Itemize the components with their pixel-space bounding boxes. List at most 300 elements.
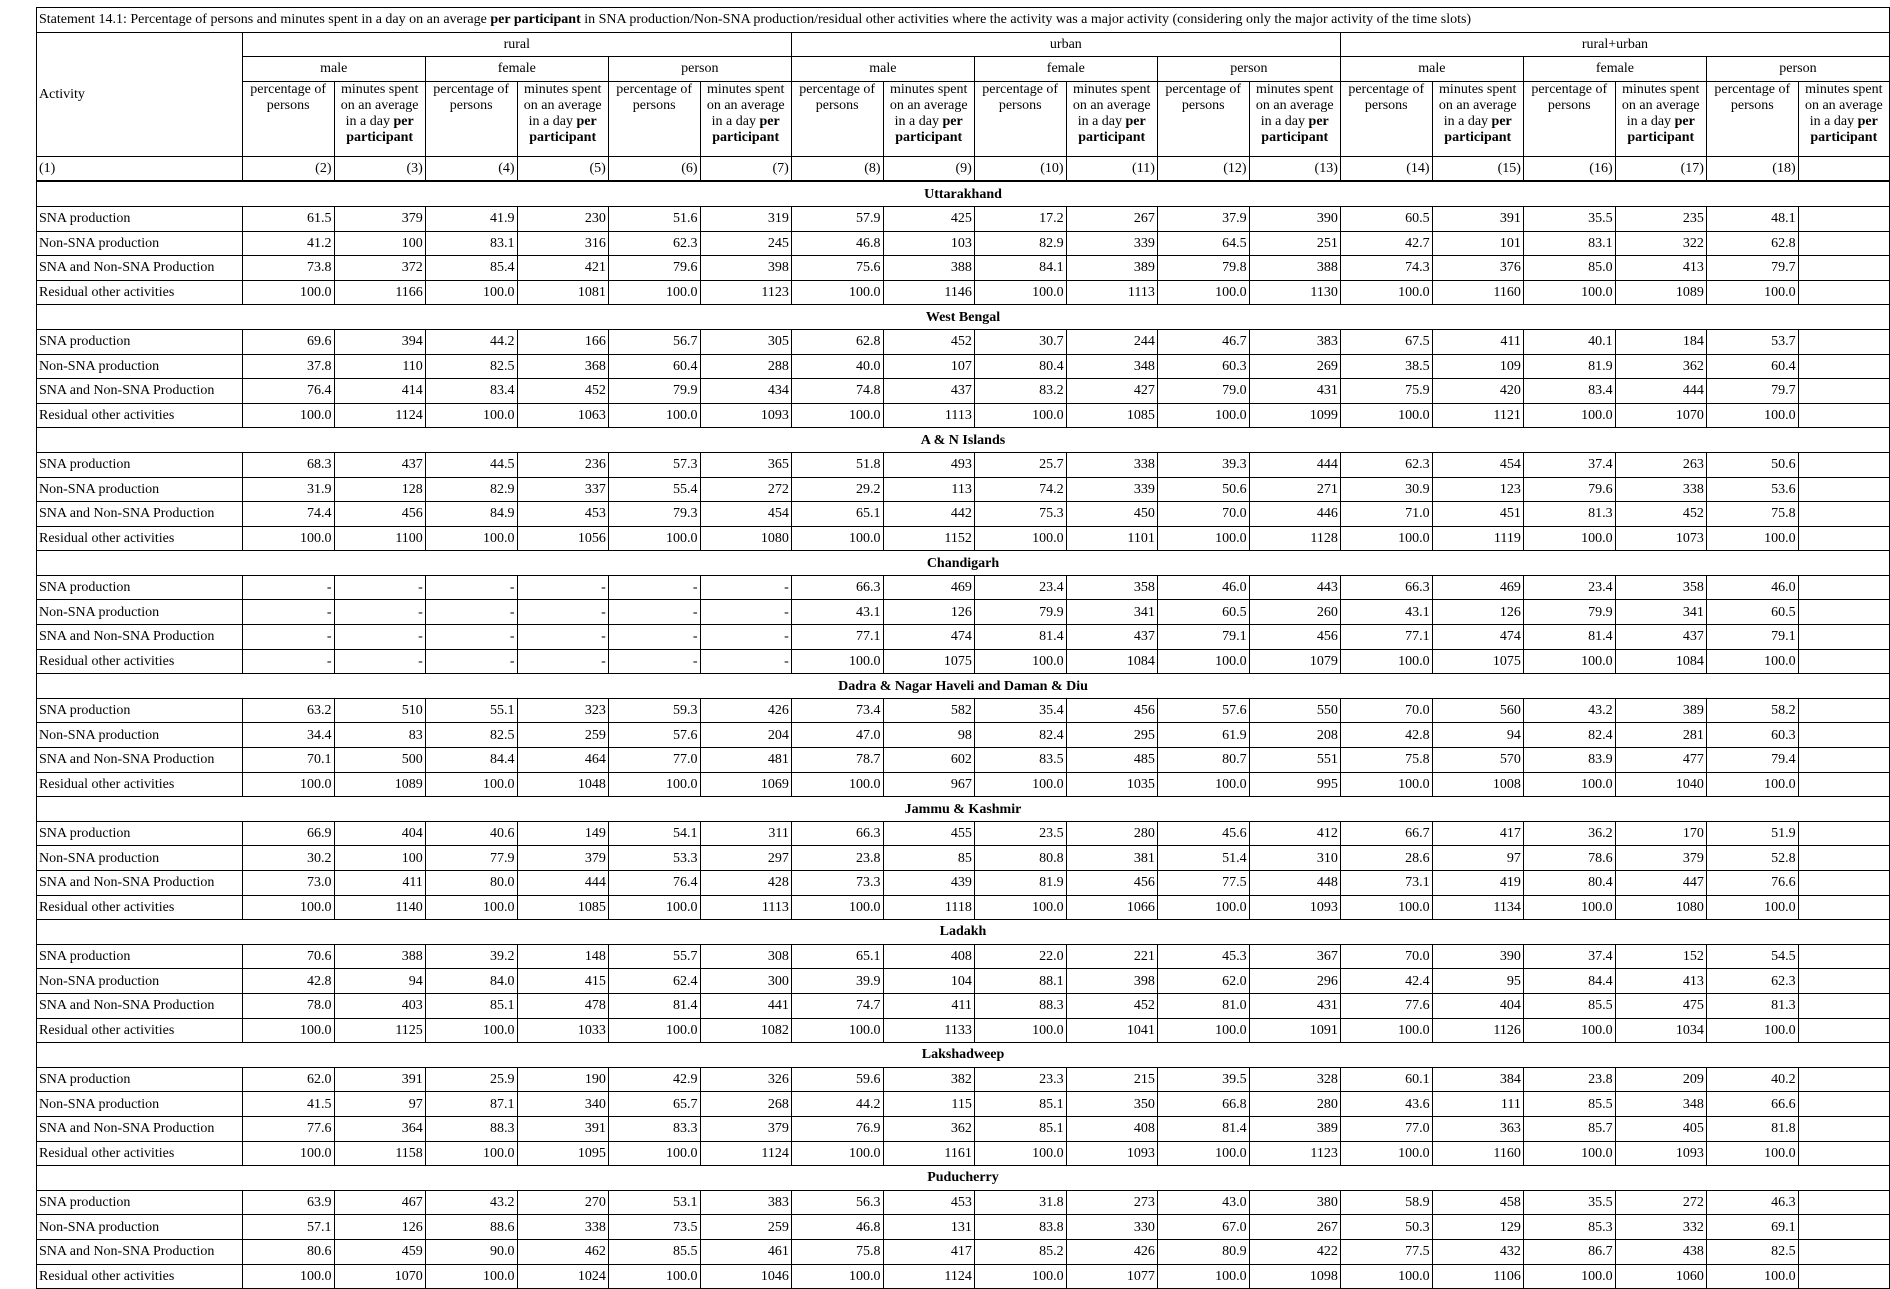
table-cell: 85.5 bbox=[1523, 993, 1615, 1018]
title-suffix: in SNA production/Non-SNA production/residual other activities where the activity was a major activity (considering only the major activity of the time slots) bbox=[580, 12, 1472, 28]
table-cell-cropped bbox=[1798, 821, 1889, 846]
activity-label: SNA production bbox=[37, 329, 243, 354]
activity-label: SNA and Non-SNA Production bbox=[37, 502, 243, 527]
table-cell: 37.4 bbox=[1523, 944, 1615, 969]
table-cell: 81.8 bbox=[1706, 1116, 1798, 1141]
table-cell: 384 bbox=[1432, 1067, 1523, 1092]
table-cell: 365 bbox=[700, 452, 791, 477]
table-cell: 426 bbox=[700, 698, 791, 723]
table-cell: 245 bbox=[700, 231, 791, 256]
table-cell: 1095 bbox=[517, 1141, 608, 1166]
minutes-label-bold: per participant bbox=[1627, 113, 1695, 145]
table-cell: 83.5 bbox=[974, 748, 1066, 773]
table-row bbox=[37, 354, 1890, 379]
table-cell-cropped bbox=[1798, 379, 1889, 404]
column-number: (5) bbox=[517, 156, 608, 181]
table-cell: 88.1 bbox=[974, 969, 1066, 994]
table-cell: 25.9 bbox=[425, 1067, 517, 1092]
table-cell: 82.5 bbox=[425, 723, 517, 748]
table-cell: 81.4 bbox=[1157, 1116, 1249, 1141]
table-cell: 382 bbox=[883, 1067, 974, 1092]
table-cell: 1081 bbox=[517, 280, 608, 305]
table-cell: 338 bbox=[1615, 477, 1706, 502]
table-cell: 62.3 bbox=[1706, 969, 1798, 994]
table-cell-cropped bbox=[1798, 895, 1889, 920]
table-cell: 438 bbox=[1615, 1239, 1706, 1264]
table-cell: 339 bbox=[1066, 477, 1157, 502]
table-cell: 383 bbox=[700, 1190, 791, 1215]
table-cell: 75.8 bbox=[791, 1239, 883, 1264]
table-cell: 152 bbox=[1615, 944, 1706, 969]
table-cell: 85.3 bbox=[1523, 1215, 1615, 1240]
table-cell: 305 bbox=[700, 329, 791, 354]
gender-header: female bbox=[425, 57, 608, 82]
table-cell: 52.8 bbox=[1706, 846, 1798, 871]
table-cell: 1124 bbox=[334, 403, 425, 428]
table-cell: 87.1 bbox=[425, 1092, 517, 1117]
table-cell: 184 bbox=[1615, 329, 1706, 354]
table-cell: 1106 bbox=[1432, 1264, 1523, 1289]
table-cell: 221 bbox=[1066, 944, 1157, 969]
table-row bbox=[37, 329, 1890, 354]
table-cell: 53.6 bbox=[1706, 477, 1798, 502]
table-cell: - bbox=[517, 600, 608, 625]
table-cell: 46.0 bbox=[1157, 575, 1249, 600]
table-cell: 107 bbox=[883, 354, 974, 379]
table-cell: 208 bbox=[1249, 723, 1340, 748]
table-cell: - bbox=[517, 649, 608, 674]
table-cell: 79.7 bbox=[1706, 256, 1798, 281]
table-row bbox=[37, 526, 1890, 551]
table-cell: 100.0 bbox=[791, 403, 883, 428]
table-cell: 84.9 bbox=[425, 502, 517, 527]
table-cell: 85 bbox=[883, 846, 974, 871]
table-cell-cropped bbox=[1798, 625, 1889, 650]
table-cell: 85.1 bbox=[974, 1092, 1066, 1117]
table-cell: 83 bbox=[334, 723, 425, 748]
table-cell: 348 bbox=[1615, 1092, 1706, 1117]
table-cell: 295 bbox=[1066, 723, 1157, 748]
table-cell: 1066 bbox=[1066, 895, 1157, 920]
table-cell: 79.6 bbox=[1523, 477, 1615, 502]
table-cell: 29.2 bbox=[791, 477, 883, 502]
table-cell: 362 bbox=[1615, 354, 1706, 379]
table-cell: 358 bbox=[1066, 575, 1157, 600]
table-cell: 300 bbox=[700, 969, 791, 994]
table-cell: 100 bbox=[334, 231, 425, 256]
table-cell: 100.0 bbox=[608, 1141, 700, 1166]
table-cell-cropped bbox=[1798, 231, 1889, 256]
table-cell: 437 bbox=[1066, 625, 1157, 650]
table-cell: 82.5 bbox=[425, 354, 517, 379]
table-cell: 380 bbox=[1249, 1190, 1340, 1215]
table-cell: 100.0 bbox=[974, 1141, 1066, 1166]
table-cell: 100.0 bbox=[1523, 1264, 1615, 1289]
table-cell: - bbox=[242, 600, 334, 625]
table-cell: 100.0 bbox=[1157, 526, 1249, 551]
table-cell: 62.3 bbox=[1340, 452, 1432, 477]
table-cell: 100.0 bbox=[791, 1018, 883, 1043]
table-cell: 100.0 bbox=[608, 280, 700, 305]
column-label-percentage: percentage of persons bbox=[608, 81, 700, 156]
table-row bbox=[37, 502, 1890, 527]
table-row bbox=[37, 969, 1890, 994]
table-cell: 80.8 bbox=[974, 846, 1066, 871]
table-cell: 100.0 bbox=[791, 1264, 883, 1289]
table-cell: 100.0 bbox=[242, 403, 334, 428]
table-cell: 56.7 bbox=[608, 329, 700, 354]
table-cell: - bbox=[334, 625, 425, 650]
state-heading-row bbox=[37, 797, 1890, 822]
table-cell: 350 bbox=[1066, 1092, 1157, 1117]
table-cell: 60.5 bbox=[1340, 206, 1432, 231]
table-cell: 35.5 bbox=[1523, 1190, 1615, 1215]
table-cell: 53.1 bbox=[608, 1190, 700, 1215]
table-cell: 100.0 bbox=[1157, 1018, 1249, 1043]
table-cell: 81.4 bbox=[974, 625, 1066, 650]
table-cell: 100.0 bbox=[242, 895, 334, 920]
table-cell: 28.6 bbox=[1340, 846, 1432, 871]
activity-label: Non-SNA production bbox=[37, 1215, 243, 1240]
table-cell: 459 bbox=[334, 1239, 425, 1264]
table-cell: - bbox=[608, 575, 700, 600]
activity-label: Residual other activities bbox=[37, 895, 243, 920]
table-cell: 100.0 bbox=[1523, 403, 1615, 428]
table-row bbox=[37, 772, 1890, 797]
table-cell: 437 bbox=[334, 452, 425, 477]
column-label-minutes bbox=[883, 81, 974, 156]
table-cell: 68.3 bbox=[242, 452, 334, 477]
table-cell: 83.4 bbox=[1523, 379, 1615, 404]
state-name: Lakshadweep bbox=[37, 1043, 1890, 1068]
table-cell: 452 bbox=[883, 329, 974, 354]
table-cell: 57.6 bbox=[1157, 698, 1249, 723]
table-cell: 452 bbox=[1066, 993, 1157, 1018]
column-number: (4) bbox=[425, 156, 517, 181]
table-cell: 272 bbox=[700, 477, 791, 502]
table-cell: 100.0 bbox=[242, 1018, 334, 1043]
table-row bbox=[37, 821, 1890, 846]
table-row bbox=[37, 625, 1890, 650]
table-cell: - bbox=[334, 575, 425, 600]
table-cell: 422 bbox=[1249, 1239, 1340, 1264]
table-cell: 100.0 bbox=[608, 772, 700, 797]
table-cell: 82.9 bbox=[974, 231, 1066, 256]
table-cell-cropped bbox=[1798, 846, 1889, 871]
table-cell: 1089 bbox=[334, 772, 425, 797]
table-cell: 70.0 bbox=[1340, 944, 1432, 969]
table-cell: 77.9 bbox=[425, 846, 517, 871]
table-cell: 456 bbox=[1249, 625, 1340, 650]
table-cell: 100.0 bbox=[242, 772, 334, 797]
activity-label: Residual other activities bbox=[37, 1141, 243, 1166]
table-cell: 485 bbox=[1066, 748, 1157, 773]
table-cell: - bbox=[334, 649, 425, 674]
state-heading-row bbox=[37, 428, 1890, 453]
table-cell: 270 bbox=[517, 1190, 608, 1215]
table-cell: 1113 bbox=[883, 403, 974, 428]
table-cell: 73.0 bbox=[242, 871, 334, 896]
table-cell: 1082 bbox=[700, 1018, 791, 1043]
table-row bbox=[37, 575, 1890, 600]
table-cell: 510 bbox=[334, 698, 425, 723]
table-cell: 73.3 bbox=[791, 871, 883, 896]
table-cell: 60.1 bbox=[1340, 1067, 1432, 1092]
column-number: (14) bbox=[1340, 156, 1432, 181]
table-cell: 1070 bbox=[1615, 403, 1706, 428]
table-cell: 34.4 bbox=[242, 723, 334, 748]
table-cell: 100.0 bbox=[1706, 403, 1798, 428]
table-cell: 419 bbox=[1432, 871, 1523, 896]
table-cell: 100.0 bbox=[791, 772, 883, 797]
table-cell: 379 bbox=[700, 1116, 791, 1141]
table-cell: 456 bbox=[1066, 698, 1157, 723]
table-cell: 404 bbox=[334, 821, 425, 846]
activity-label: Residual other activities bbox=[37, 280, 243, 305]
table-cell: 100.0 bbox=[1157, 1264, 1249, 1289]
table-cell: 83.1 bbox=[1523, 231, 1615, 256]
table-cell: - bbox=[700, 600, 791, 625]
table-cell: 100.0 bbox=[425, 1264, 517, 1289]
state-heading-row bbox=[37, 674, 1890, 699]
table-cell: 85.0 bbox=[1523, 256, 1615, 281]
table-cell: 83.3 bbox=[608, 1116, 700, 1141]
table-cell: 45.6 bbox=[1157, 821, 1249, 846]
table-cell: 82.5 bbox=[1706, 1239, 1798, 1264]
gender-header: male bbox=[1340, 57, 1523, 82]
table-row bbox=[37, 1190, 1890, 1215]
table-cell: 43.6 bbox=[1340, 1092, 1432, 1117]
table-cell: 85.5 bbox=[608, 1239, 700, 1264]
table-cell: 76.4 bbox=[242, 379, 334, 404]
state-heading-row bbox=[37, 1166, 1890, 1191]
table-cell: 66.3 bbox=[791, 821, 883, 846]
table-cell: 1084 bbox=[1615, 649, 1706, 674]
activity-label: Non-SNA production bbox=[37, 354, 243, 379]
table-row bbox=[37, 600, 1890, 625]
table-cell: 104 bbox=[883, 969, 974, 994]
table-cell: 100.0 bbox=[1706, 1264, 1798, 1289]
table-cell: - bbox=[425, 575, 517, 600]
column-number: (3) bbox=[334, 156, 425, 181]
table-cell: 81.9 bbox=[1523, 354, 1615, 379]
minutes-label-text: minutes spent on an average in a day bbox=[1804, 81, 1883, 129]
table-cell: 79.1 bbox=[1706, 625, 1798, 650]
table-cell: 311 bbox=[700, 821, 791, 846]
table-cell: 82.9 bbox=[425, 477, 517, 502]
table-cell: 86.7 bbox=[1523, 1239, 1615, 1264]
table-cell: 340 bbox=[517, 1092, 608, 1117]
column-label-minutes bbox=[517, 81, 608, 156]
table-cell: 328 bbox=[1249, 1067, 1340, 1092]
column-label-minutes bbox=[1798, 81, 1889, 156]
table-cell: 376 bbox=[1432, 256, 1523, 281]
table-cell: 1024 bbox=[517, 1264, 608, 1289]
table-cell: 56.3 bbox=[791, 1190, 883, 1215]
table-cell: 43.0 bbox=[1157, 1190, 1249, 1215]
table-cell: 78.0 bbox=[242, 993, 334, 1018]
table-cell: 77.0 bbox=[1340, 1116, 1432, 1141]
activity-label: Non-SNA production bbox=[37, 1092, 243, 1117]
table-cell: 358 bbox=[1615, 575, 1706, 600]
table-cell: 65.1 bbox=[791, 502, 883, 527]
table-cell: 432 bbox=[1432, 1239, 1523, 1264]
table-cell: 66.6 bbox=[1706, 1092, 1798, 1117]
table-cell: 319 bbox=[700, 206, 791, 231]
table-cell: 481 bbox=[700, 748, 791, 773]
table-row bbox=[37, 993, 1890, 1018]
column-number: (8) bbox=[791, 156, 883, 181]
table-cell: 50.3 bbox=[1340, 1215, 1432, 1240]
table-cell: 83.2 bbox=[974, 379, 1066, 404]
table-cell: 453 bbox=[517, 502, 608, 527]
minutes-label-text: minutes spent on an average in a day bbox=[1072, 81, 1151, 129]
table-cell: 1075 bbox=[883, 649, 974, 674]
table-cell: 79.9 bbox=[1523, 600, 1615, 625]
table-cell-cropped bbox=[1798, 1215, 1889, 1240]
table-cell: 79.6 bbox=[608, 256, 700, 281]
table-cell: 1124 bbox=[700, 1141, 791, 1166]
table-cell: 550 bbox=[1249, 698, 1340, 723]
table-cell: 78.7 bbox=[791, 748, 883, 773]
table-cell: 79.3 bbox=[608, 502, 700, 527]
table-cell: 100.0 bbox=[974, 1264, 1066, 1289]
table-cell: 364 bbox=[334, 1116, 425, 1141]
table-row bbox=[37, 477, 1890, 502]
table-cell: 408 bbox=[1066, 1116, 1157, 1141]
table-cell-cropped bbox=[1798, 575, 1889, 600]
table-cell: 46.3 bbox=[1706, 1190, 1798, 1215]
table-cell-cropped bbox=[1798, 1018, 1889, 1043]
table-cell: 100.0 bbox=[1523, 649, 1615, 674]
statement-title bbox=[37, 8, 1890, 33]
table-cell: 35.5 bbox=[1523, 206, 1615, 231]
title-bold: per participant bbox=[490, 12, 581, 28]
table-cell: 389 bbox=[1249, 1116, 1340, 1141]
table-cell: 235 bbox=[1615, 206, 1706, 231]
table-cell: 44.2 bbox=[791, 1092, 883, 1117]
state-name: Chandigarh bbox=[37, 551, 1890, 576]
table-cell: 66.3 bbox=[1340, 575, 1432, 600]
table-cell: 83.8 bbox=[974, 1215, 1066, 1240]
table-cell: 59.6 bbox=[791, 1067, 883, 1092]
table-cell: 390 bbox=[1249, 206, 1340, 231]
table-cell: 1128 bbox=[1249, 526, 1340, 551]
table-cell: 100.0 bbox=[1340, 526, 1432, 551]
table-cell: 296 bbox=[1249, 969, 1340, 994]
column-number: (18) bbox=[1706, 156, 1798, 181]
table-cell: 100.0 bbox=[1340, 1018, 1432, 1043]
table-cell: 100.0 bbox=[425, 772, 517, 797]
table-cell: 362 bbox=[883, 1116, 974, 1141]
table-cell: 100 bbox=[334, 846, 425, 871]
activity-label: Residual other activities bbox=[37, 649, 243, 674]
table-row bbox=[37, 944, 1890, 969]
table-cell: 44.2 bbox=[425, 329, 517, 354]
table-cell: 82.4 bbox=[1523, 723, 1615, 748]
table-cell: 48.1 bbox=[1706, 206, 1798, 231]
table-cell-cropped bbox=[1798, 1067, 1889, 1092]
column-label-minutes bbox=[1066, 81, 1157, 156]
table-cell: 388 bbox=[883, 256, 974, 281]
table-cell: 30.7 bbox=[974, 329, 1066, 354]
table-cell: 288 bbox=[700, 354, 791, 379]
table-cell: 100.0 bbox=[791, 1141, 883, 1166]
table-cell: 100.0 bbox=[1706, 280, 1798, 305]
table-cell: 372 bbox=[334, 256, 425, 281]
table-cell-cropped bbox=[1798, 329, 1889, 354]
table-cell: 403 bbox=[334, 993, 425, 1018]
state-name: Uttarakhand bbox=[37, 181, 1890, 206]
table-cell: 408 bbox=[883, 944, 974, 969]
table-cell: 51.8 bbox=[791, 452, 883, 477]
table-cell: 46.8 bbox=[791, 1215, 883, 1240]
table-cell: - bbox=[425, 649, 517, 674]
table-cell: 79.7 bbox=[1706, 379, 1798, 404]
table-cell: 61.5 bbox=[242, 206, 334, 231]
table-cell: 1160 bbox=[1432, 280, 1523, 305]
table-cell: 69.6 bbox=[242, 329, 334, 354]
table-cell: 1100 bbox=[334, 526, 425, 551]
table-cell: 431 bbox=[1249, 993, 1340, 1018]
table-cell: 500 bbox=[334, 748, 425, 773]
table-cell: 411 bbox=[334, 871, 425, 896]
table-cell: 1048 bbox=[517, 772, 608, 797]
table-cell: 73.8 bbox=[242, 256, 334, 281]
state-heading-row bbox=[37, 305, 1890, 330]
table-cell: 55.1 bbox=[425, 698, 517, 723]
table-cell: 100.0 bbox=[1523, 895, 1615, 920]
table-cell: 322 bbox=[1615, 231, 1706, 256]
table-cell: 100.0 bbox=[974, 772, 1066, 797]
table-cell: 1124 bbox=[883, 1264, 974, 1289]
table-row bbox=[37, 403, 1890, 428]
table-cell: 74.2 bbox=[974, 477, 1066, 502]
table-cell: 100.0 bbox=[791, 526, 883, 551]
table-cell-cropped bbox=[1798, 1116, 1889, 1141]
table-cell: 84.1 bbox=[974, 256, 1066, 281]
table-cell: 100.0 bbox=[1340, 1264, 1432, 1289]
table-cell: 42.7 bbox=[1340, 231, 1432, 256]
table-cell: 77.1 bbox=[1340, 625, 1432, 650]
table-cell: 42.8 bbox=[1340, 723, 1432, 748]
state-name: Dadra & Nagar Haveli and Daman & Diu bbox=[37, 674, 1890, 699]
table-cell: 75.8 bbox=[1706, 502, 1798, 527]
statement-sheet bbox=[36, 7, 1890, 1289]
table-cell: 81.4 bbox=[1523, 625, 1615, 650]
table-cell-cropped bbox=[1798, 649, 1889, 674]
activity-label: SNA production bbox=[37, 821, 243, 846]
table-cell: 45.3 bbox=[1157, 944, 1249, 969]
table-cell: 431 bbox=[1249, 379, 1340, 404]
column-number: (11) bbox=[1066, 156, 1157, 181]
table-cell: 100.0 bbox=[974, 403, 1066, 428]
minutes-label-text: minutes spent on an average in a day bbox=[1621, 81, 1700, 129]
table-cell: 259 bbox=[700, 1215, 791, 1240]
table-cell: 411 bbox=[1432, 329, 1523, 354]
table-cell: 1080 bbox=[700, 526, 791, 551]
table-cell: 390 bbox=[1432, 944, 1523, 969]
table-cell: 391 bbox=[334, 1067, 425, 1092]
table-cell: 1152 bbox=[883, 526, 974, 551]
table-cell: 23.4 bbox=[1523, 575, 1615, 600]
table-cell: 100.0 bbox=[425, 526, 517, 551]
table-cell: 66.9 bbox=[242, 821, 334, 846]
gender-header: person bbox=[1706, 57, 1889, 82]
table-cell: 455 bbox=[883, 821, 974, 846]
table-body bbox=[37, 181, 1890, 1288]
table-cell: 100.0 bbox=[974, 895, 1066, 920]
